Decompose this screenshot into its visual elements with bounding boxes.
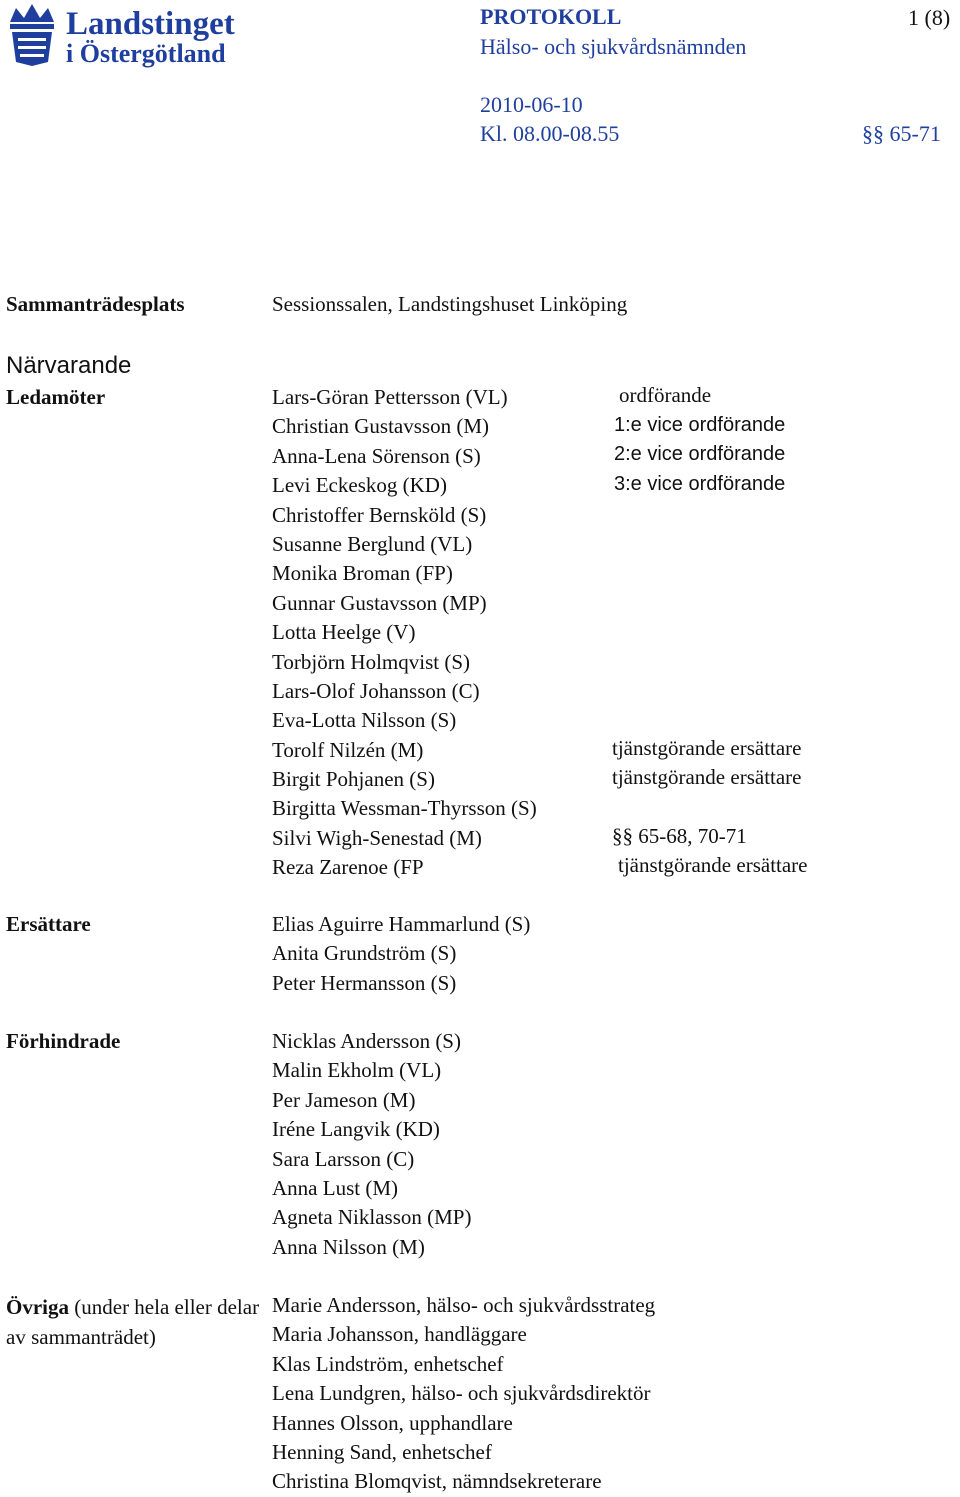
list-item: Eva-Lotta Nilsson (S) [272,708,457,733]
list-item: Iréne Langvik (KD) [272,1117,440,1142]
list-item: Elias Aguirre Hammarlund (S) [272,912,531,936]
list-item: Hannes Olsson, upphandlare [272,1410,513,1435]
list-item: Marie Andersson, hälso- och sjukvårdsstrateg [272,1293,656,1317]
others-label-bold: Övriga [6,1295,69,1319]
list-item: Lotta Heelge (V) [272,620,416,645]
list-item: Christoffer Bernsköld (S) [272,502,487,527]
role-paragraph-range: §§ 65-68, 70-71 [612,824,747,848]
list-item: Lars-Olof Johansson (C) [272,678,480,703]
committee-name: Hälso- och sjukvårdsnämnden [480,34,747,59]
list-item: Agneta Niklasson (MP) [272,1205,472,1230]
list-item: Anna Lust (M) [272,1175,398,1200]
list-item: Lena Lundgren, hälso- och sjukvårdsdirektör [272,1381,651,1406]
others-label [6,1292,262,1352]
members-list [272,383,537,883]
list-item: Monika Broman (FP) [272,561,453,586]
present-heading: Närvarande [6,352,132,379]
role-vice-chair-2: 2:e vice ordförande [614,443,786,465]
list-item: Reza Zarenoe (FP [272,855,424,880]
role-vice-chair-1: 1:e vice ordförande [614,414,786,436]
role-serving-substitute: tjänstgörande ersättare [612,736,802,760]
document-title: PROTOKOLL [480,4,622,29]
list-item: Lars-Göran Pettersson (VL) [272,385,508,409]
list-item: Birgitta Wessman-Thyrsson (S) [272,796,537,821]
role-serving-substitute: tjänstgörande ersättare [618,853,808,877]
list-item: Nicklas Andersson (S) [272,1029,461,1053]
meeting-place-value: Sessionssalen, Landstingshuset Linköping [272,292,628,316]
list-item: Henning Sand, enhetschef [272,1439,492,1464]
landstinget-logo [4,2,266,68]
crown-emblem-icon [4,2,266,68]
others-list [272,1291,655,1497]
role-serving-substitute: tjänstgörande ersättare [612,765,802,789]
list-item: Maria Johansson, handläggare [272,1322,527,1347]
list-item: Anna-Lena Sörenson (S) [272,443,481,468]
list-item: Torolf Nilzén (M) [272,737,424,762]
list-item: Per Jameson (M) [272,1087,416,1112]
role-chair: ordförande [619,383,712,407]
list-item: Peter Hermansson (S) [272,970,457,995]
logo-line2: i Östergötland [66,39,226,68]
substitutes-list [272,910,530,998]
meeting-date: 2010-06-10 [480,92,583,117]
list-item: Silvi Wigh-Senestad (M) [272,825,482,850]
substitutes-label: Ersättare [6,912,91,936]
absent-label: Förhindrade [6,1029,121,1053]
list-item: Gunnar Gustavsson (MP) [272,590,487,615]
list-item: Christina Blomqvist, nämndsekreterare [272,1469,602,1494]
members-label: Ledamöter [6,385,106,409]
list-item: Anita Grundström (S) [272,941,457,966]
list-item: Torbjörn Holmqvist (S) [272,649,471,674]
list-item: Christian Gustavsson (M) [272,414,489,439]
list-item: Klas Lindström, enhetschef [272,1351,504,1376]
role-vice-chair-3: 3:e vice ordförande [614,473,786,495]
meeting-place-label: Sammanträdesplats [6,292,185,316]
list-item: Levi Eckeskog (KD) [272,473,447,498]
meeting-time: Kl. 08.00-08.55 [480,121,620,146]
paragraph-range: §§ 65-71 [862,121,941,146]
absent-list [272,1027,471,1262]
logo-line1: Landstinget [66,6,235,42]
list-item: Anna Nilsson (M) [272,1234,425,1259]
list-item: Birgit Pohjanen (S) [272,767,435,792]
list-item: Susanne Berglund (VL) [272,531,473,556]
others-label-rest: (under hela eller delar av sammanträdet) [6,1295,260,1349]
list-item: Sara Larsson (C) [272,1146,415,1171]
list-item: Malin Ekholm (VL) [272,1058,442,1083]
page-number: 1 (8) [908,5,951,30]
